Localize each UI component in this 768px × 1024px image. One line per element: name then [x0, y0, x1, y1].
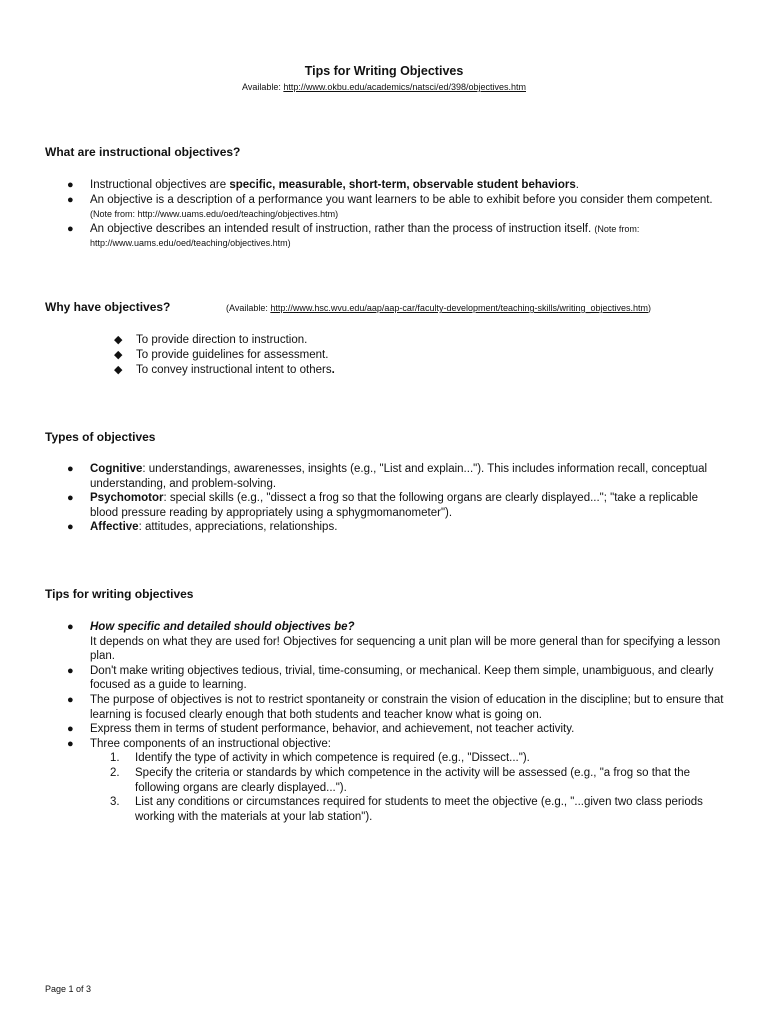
why-source-link[interactable]: http://www.hsc.wvu.edu/aap/aap-car/faculty-development/teaching-skills/writing_objectives.htm	[270, 303, 649, 313]
list-item: ● Don't make writing objectives tedious, trivial, time-consuming, or mechanical. Keep them simple, unambiguous, and clearly focused as a guide to learning.	[67, 664, 714, 692]
list-item: ◆ To provide guidelines for assessment.	[114, 349, 329, 362]
bullet-dot-icon: ●	[67, 693, 74, 706]
bullet-diamond-icon: ◆	[114, 349, 123, 362]
section-heading-tips: Tips for writing objectives	[45, 587, 194, 601]
why-list	[114, 333, 714, 379]
bullet-dot-icon: ●	[67, 664, 74, 677]
types-list	[45, 462, 725, 535]
components-list	[110, 751, 725, 824]
bullet-dot-icon: ●	[67, 723, 74, 736]
bullet-dot-icon: ●	[67, 222, 74, 235]
component-item: 2. Specify the criteria or standards by which competence in the activity will be assessed (e.g., "a frog so that the following organs are clearly displayed...").	[110, 766, 691, 794]
bullet-dot-icon: ●	[67, 193, 74, 206]
list-item: ● Affective: attitudes, appreciations, relationships.	[67, 521, 338, 534]
list-item: ◆ To convey instructional intent to others.	[114, 364, 335, 377]
list-item: ● Instructional objectives are specific, measurable, short-term, observable student behaviors.	[67, 179, 579, 191]
bullet-dot-icon: ●	[67, 492, 74, 505]
bullet-dot-icon: ●	[67, 621, 74, 633]
source-line	[0, 82, 768, 92]
list-item: ◆ To provide direction to instruction.	[114, 334, 308, 346]
section-heading-what: What are instructional objectives?	[45, 145, 241, 159]
page-title: Tips for Writing Objectives	[304, 64, 464, 78]
list-item: ● Express them in terms of student performance, behavior, and achievement, not teacher activity.	[67, 723, 575, 736]
bullet-dot-icon: ●	[67, 737, 74, 750]
available-label: Available:	[241, 82, 284, 92]
tips-question: How specific and detailed should objectives be?	[90, 621, 355, 633]
bullet-diamond-icon: ◆	[114, 364, 123, 377]
section-heading-why: Why have objectives?	[45, 300, 171, 314]
component-item: 1. Identify the type of activity in which competence is required (e.g., "Dissect...").	[110, 752, 530, 765]
tips-list	[45, 620, 725, 824]
page-number: Page 1 of 3	[45, 984, 92, 994]
list-item: ● Psychomotor: special skills (e.g., "dissect a frog so that the following organs are clearly displayed..."; "take a replicable blood pressure reading by appropriately using a sphygmomanometer").	[67, 492, 698, 519]
bullet-dot-icon: ●	[67, 521, 74, 534]
list-item: ● An objective is a description of a performance you want learners to be able to exhibit before you consider them competent. (Note from: http://www.uams.edu/oed/teaching/objectives.htm)	[67, 193, 713, 220]
bullet-dot-icon: ●	[67, 463, 74, 475]
source-link[interactable]: http://www.okbu.edu/academics/natsci/ed/398/objectives.htm	[283, 82, 526, 92]
why-source-line: (Available: http://www.hsc.wvu.edu/aap/aap-car/faculty-development/teaching-skills/writing_objectives.htm)	[226, 303, 652, 313]
what-list	[45, 178, 725, 251]
component-item: 3. List any conditions or circumstances required for students to meet the objective (e.g., "...given two class periods working with the materials at your lab station").	[110, 796, 703, 823]
section-heading-types: Types of objectives	[45, 430, 156, 444]
list-item: ● The purpose of objectives is not to restrict spontaneity or constrain the vision of education in the discipline; but to ensure that learning is focused clearly enough that both students and teacher know what is going on.	[67, 693, 724, 721]
list-item: ● Cognitive: understandings, awarenesses, insights (e.g., "List and explain..."). This includes information recall, conceptual understanding, and problem-solving.	[67, 463, 708, 490]
list-item: ● Three components of an instructional objective: 1. Identify the type of activity in which competence is required (e.g., "Dissect..."). 2. Specify the criteria or standards by which competence in the activity will be assessed (e.g., "a frog so that the following organs are clearly displayed..."). 3. List any conditions or circumstances required for students to meet the objective (e.g., "...given two class periods working with the materials at your lab station").	[45, 737, 725, 825]
list-item	[45, 620, 725, 664]
tips-answer: It depends on what they are used for! Objectives for sequencing a unit plan will be more general than for specifying a lesson plan.	[90, 635, 721, 663]
list-item: ● An objective describes an intended result of instruction, rather than the process of instruction itself. (Note from: http://www.uams.edu/oed/teaching/objectives.htm)	[67, 222, 640, 249]
bullet-diamond-icon: ◆	[114, 334, 123, 346]
bullet-dot-icon: ●	[67, 179, 74, 191]
